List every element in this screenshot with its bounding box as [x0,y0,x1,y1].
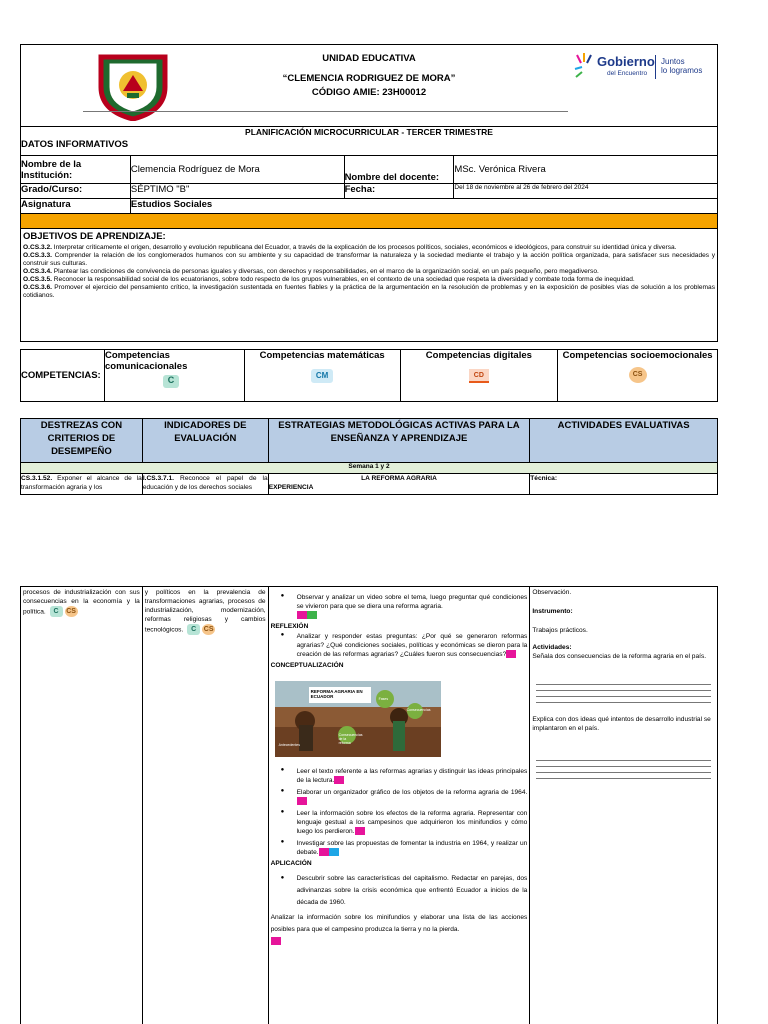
reflexion-heading: REFLEXIÓN [270,623,309,630]
indicador-cell-start: I.CS.3.7.1. Reconoce el papel de la educación y de los derechos sociales [142,474,268,495]
header-divider [83,111,568,112]
plan-title: PLANIFICACIÓN MICROCURRICULAR - TERCER TRIMESTRE [21,127,718,139]
grade-label: Grado/Curso: [21,184,131,199]
reflexion-item: ● Analizar y responder estas preguntas: ¿Por qué se generaron reformas agrarias? ¿Qué condiciones sociales, políticas y económicas se dieron para la creación de las reformas agrarias? ¿Cuáles fueron sus consecuencias? [285,632,528,659]
competencias-table [20,349,718,402]
tecnica-value: Observación. [532,589,572,596]
objectives-heading: OBJETIVOS DE APRENDIZAJE: [23,231,166,242]
instrumento-label: Instrumento: [532,608,573,615]
objective-item: O.CS.3.5. Reconocer la responsabilidad social de los ecuatorianos, sobre todo respecto de los grupos vulnerables, en el contexto de una sociedad que respeta la diversidad y combate toda forma de inequidad. [23,276,635,283]
government-logo [573,51,713,85]
concept-item: ● Leer el texto referente a las reformas agrarias y distinguir las ideas principales de la lectura. [285,767,528,785]
school-name-line1: UNIDAD EDUCATIVA [322,53,416,64]
gov-logo-subtitle: del Encuentro [607,70,648,77]
objective-item: O.CS.3.3. Comprender la relación de los conglomerados humanos con su ambiente y su capacidad de transformar la naturaleza y la sociedad mediante el trabajo y la acción política organizada, para satisfacer sus necesidades y construir sus culturas. [23,252,715,267]
subject-value: Estudios Sociales [130,199,717,214]
objectives-cell [21,229,718,342]
teacher-label: Nombre del docente: [344,156,454,184]
concept-item: ● Elaborar un organizador gráfico de los objetos de la reforma agraria de 1964. [285,788,528,806]
strategy-title: LA REFORMA AGRARIA [361,475,437,482]
school-name-line2: “CLEMENCIA RODRIGUEZ DE MORA” [282,73,456,84]
document-header [20,44,718,126]
instrumento-value: Trabajos prácticos. [532,627,588,634]
planning-table-page1 [20,418,718,495]
image-tag: Consecuencias [406,708,431,712]
destreza-cell-start: CS.3.1.52. Exponer el alcance de la transformación agraria y los [21,474,143,495]
teacher-value: MSc. Verónica Rivera [454,156,718,184]
actividades-label: Actividades: [532,644,572,651]
competencia-matematica: Competencias matemáticas CM [244,350,400,402]
socioemocional-badge-icon: CS [629,367,647,383]
image-tag: Fases [378,697,389,701]
estrategia-cell-start [268,474,530,495]
competencia-socioemocional: Competencias socioemocionales CS [558,350,718,402]
socioemocional-badge-icon: CS [203,626,214,633]
col-indicadores-header: INDICADORES DE EVALUACIÓN [142,419,268,463]
planning-table-page2 [20,586,718,1024]
datos-heading: DATOS INFORMATIVOS [21,139,718,156]
destreza-cell-continued: procesos de industrialización con sus consecuencias en la economía y la política. C CS [21,587,143,1024]
indicador-cell-continued: y políticos en la prevalencia de transformaciones agrarias, procesos de industrialización, modernización, reformas religiosas y cambios tecnológicos. C CS [142,587,268,1024]
date-label: Fecha: [344,184,454,199]
image-tag: Consecuencias de la reforma [338,733,363,745]
gov-logo-title: Gobierno [597,54,655,69]
conceptualizacion-heading: CONCEPTUALIZACIÓN [270,662,344,669]
aplicacion-heading: APLICACIÓN [270,860,312,867]
estrategia-cell-continued [268,587,530,1024]
institution-label: Nombre de la Institución: [21,156,131,184]
actividades-cell-continued [530,587,718,1024]
school-amie-code: CÓDIGO AMIE: 23H00012 [311,87,427,98]
col-estrategias-header: ESTRATEGIAS METODOLÓGICAS ACTIVAS PARA LA ENSEÑANZA Y APRENDIZAJE [268,419,530,463]
competencias-label: COMPETENCIAS: [21,350,105,402]
actividad-2: Explica con dos ideas qué intentos de desarrollo industrial se implantaron en el país. [532,716,711,732]
date-value: Del 18 de noviembre al 26 de febrero del 2024 [454,184,718,199]
reforma-agraria-image [275,681,441,757]
competencia-comunicacional: Competencias comunicacionales C [104,350,244,402]
experiencia-heading: EXPERIENCIA [268,484,314,491]
grade-value: SÉPTIMO "B" [130,184,344,199]
competencia-digital: Competencias digitales CD [400,350,558,402]
aplicacion-item: ● Descubrir sobre las características del capitalismo. Redactar en parejas, dos adivinanzas sobre la crisis económica que enfrentó Ecuador a inicios de la década de 1960. [285,873,528,909]
answer-lines [532,755,715,779]
objective-item: O.CS.3.2. Interpretar críticamente el origen, desarrollo y evolución republicana del Ecuador, a través de la explicación de los procesos políticos, sociales, económicos e ideológicos, para construir su identidad única y diversa. [23,244,677,251]
concept-item: ● Investigar sobre las propuestas de fomentar la industria en 1964, y realizar un debate. [285,839,528,857]
answer-lines [532,679,715,703]
gov-logo-slogan: Juntos lo logramos [661,57,703,75]
aplicacion-extra: Analizar la información sobre los minifundios y elaborar una lista de las acciones posibles para que el campesino produzca la tierra y no la pierda. [271,912,528,948]
subject-label: Asignatura [21,199,131,214]
objective-item: O.CS.3.4. Plantear las condiciones de convivencia de personas iguales y diversas, con derechos y responsabilidades, en el marco de la organización social, en un país pequeño, pero megadiverso. [23,268,599,275]
comunicacional-badge-icon: C [163,375,179,388]
actividad-1: Señala dos consecuencias de la reforma agraria en el país. [532,653,707,660]
image-tag: Antecedentes [278,743,300,747]
comunicacional-badge-icon: C [187,624,200,635]
gov-logo-divider [655,55,656,79]
concept-item: ● Leer la información sobre los efectos de la reforma agraria. Representar con lenguaje gestual a los campesinos que adquirieron los minifundios y cómo luego los perdieron. [285,809,528,836]
experiencia-item: ● Observar y analizar un video sobre el tema, luego preguntar qué condiciones se vivieron para que se diera una reforma agraria. [285,593,528,620]
datos-informativos-table [20,126,718,342]
socioemocional-badge-icon: CS [66,608,76,615]
institution-value: Clemencia Rodríguez de Mora [130,156,344,184]
tecnica-label: Técnica: [530,474,718,495]
week-label: Semana 1 y 2 [21,463,718,474]
digital-badge-icon: CD [469,369,489,383]
col-destrezas-header: DESTREZAS CON CRITERIOS DE DESEMPEÑO [21,419,143,463]
col-actividades-header: ACTIVIDADES EVALUATIVAS [530,419,718,463]
orange-separator-band [21,214,718,229]
matematica-badge-icon: CM [311,369,333,383]
objective-item: O.CS.3.6. Promover el ejercicio del pensamiento crítico, la investigación sustentada en fuentes fiables y la práctica de la argumentación en la resolución de problemas y en la exposición de posibles vías de solución a los problemas cotidianos. [23,284,715,299]
comunicacional-badge-icon: C [50,606,63,617]
image-caption: REFORMA AGRARIA EN ECUADOR [309,687,371,703]
